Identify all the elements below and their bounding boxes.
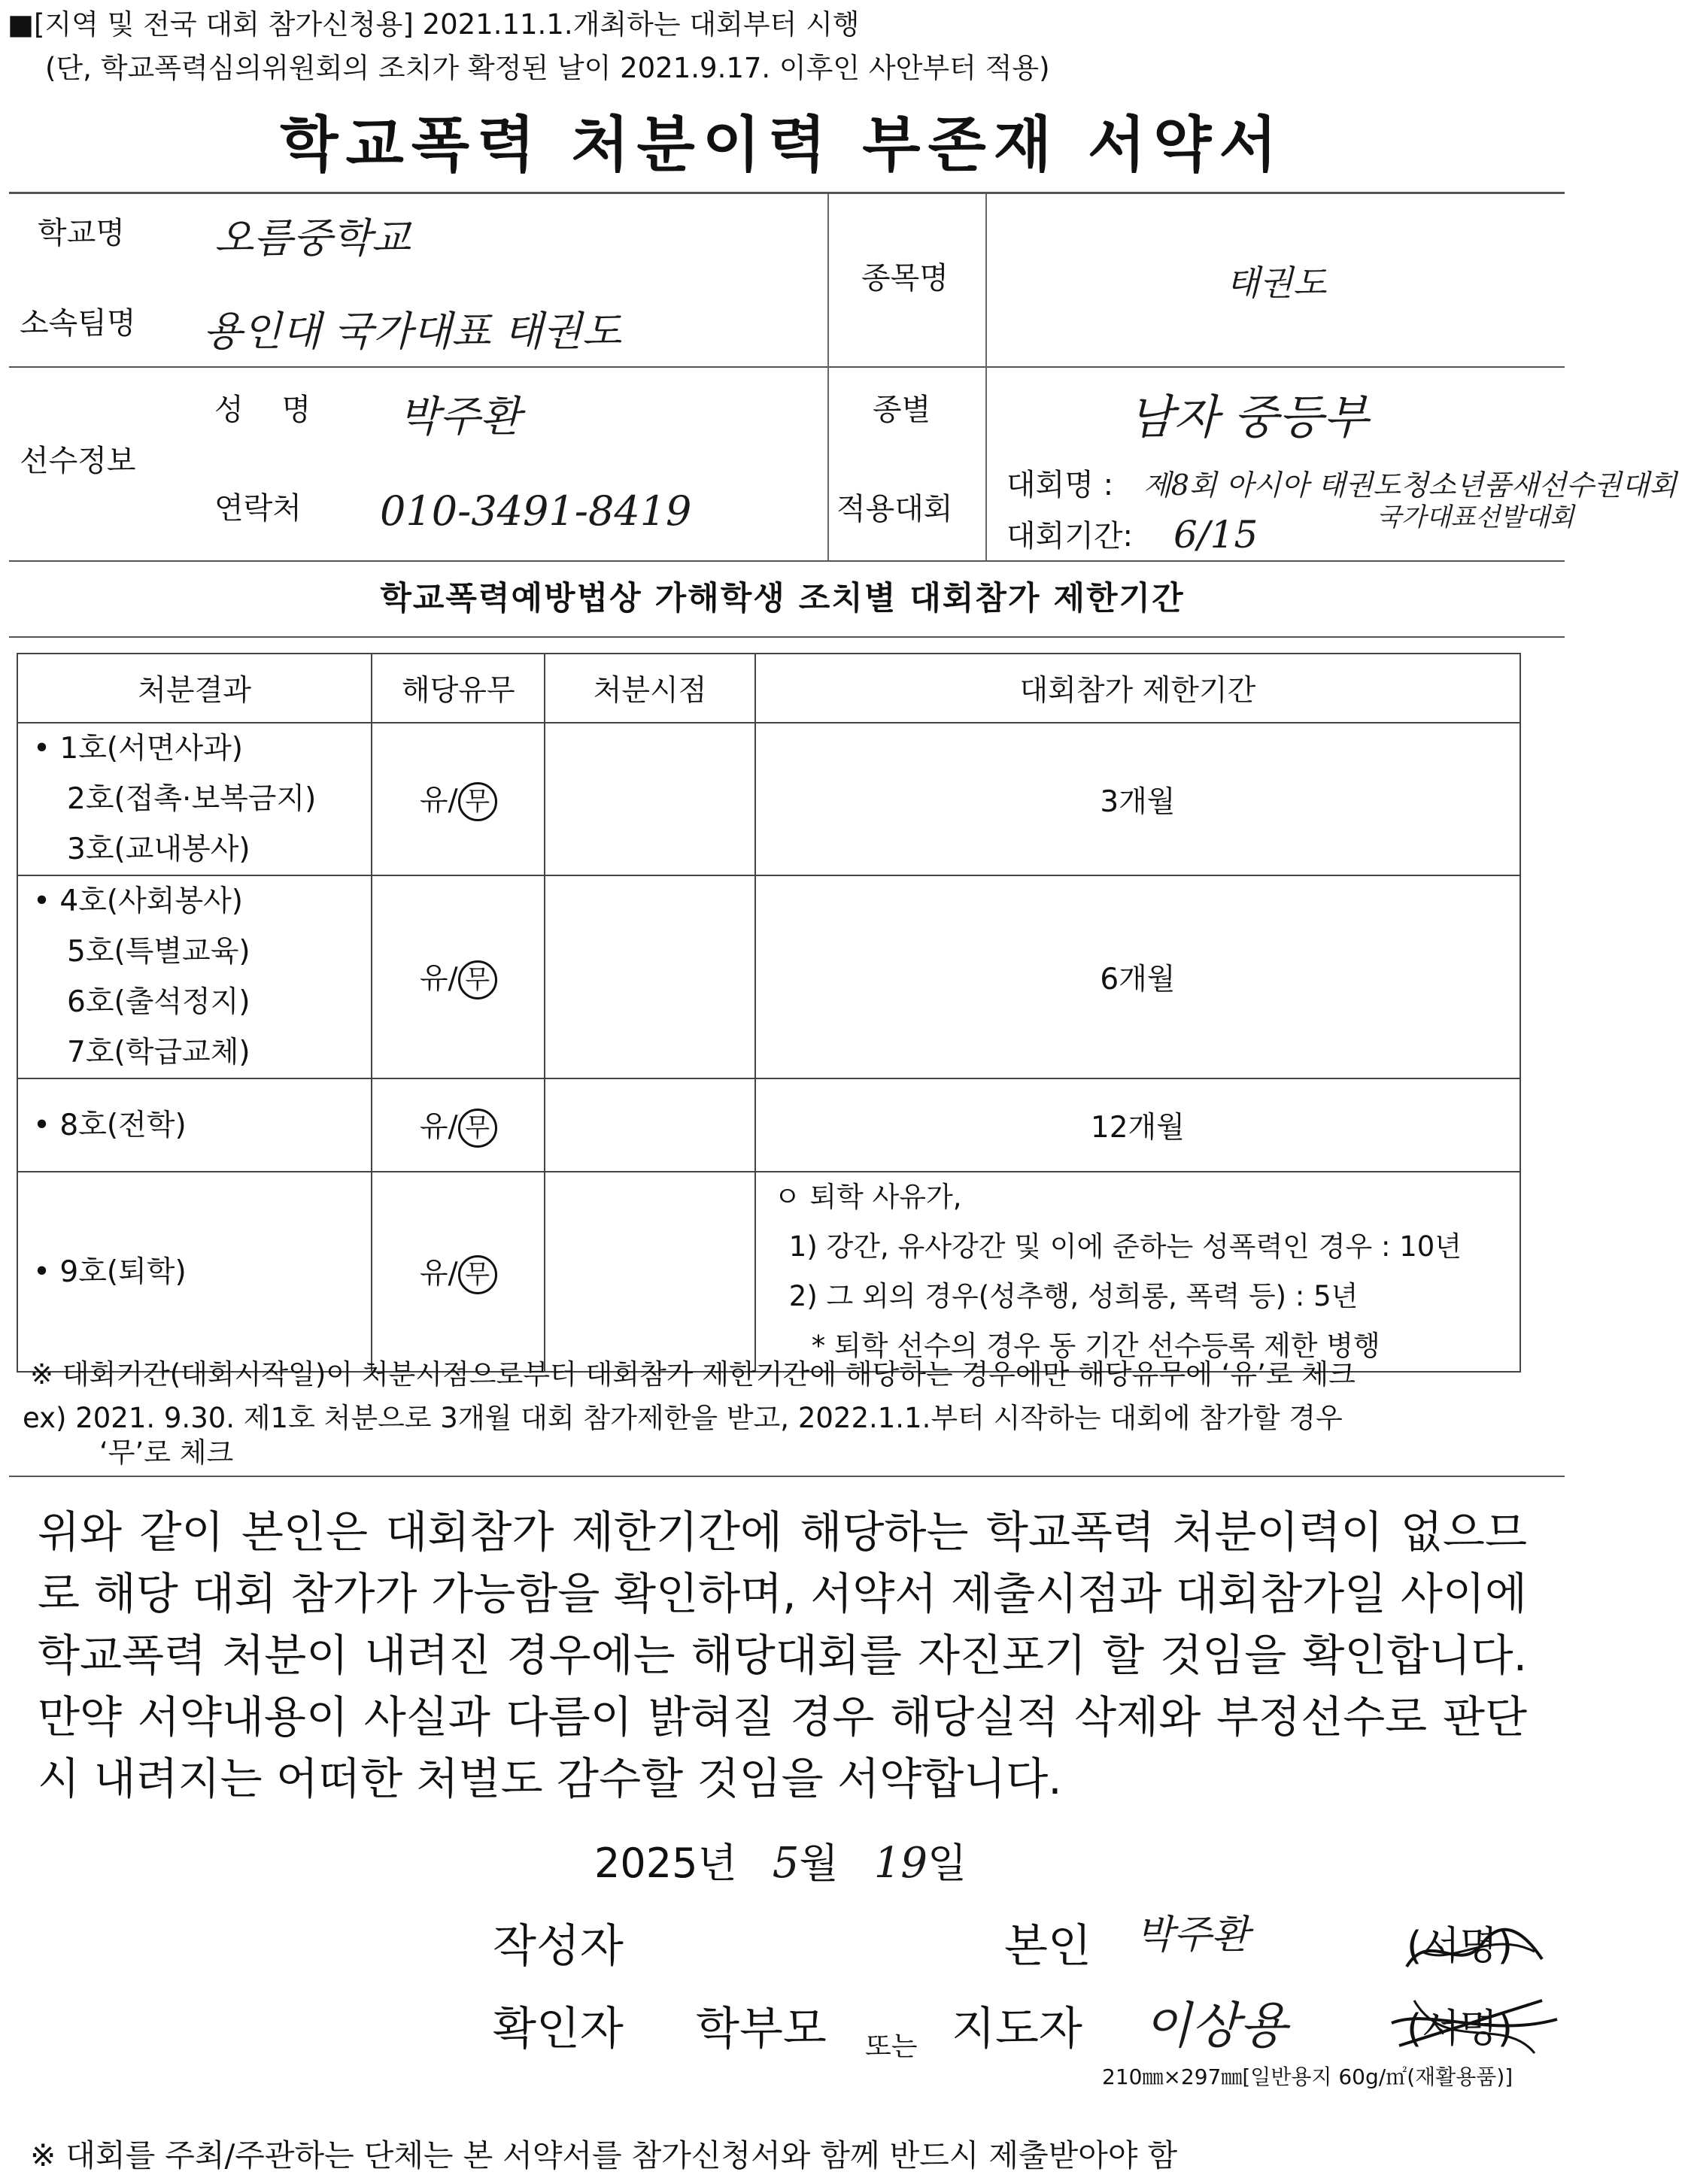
date-month-label: 월 — [799, 1840, 839, 1887]
period-cell: 3개월 — [755, 723, 1520, 875]
result-cell — [17, 875, 372, 1078]
period-line: * 퇴학 선수의 경우 동 기간 선수등록 제한 병행 — [811, 1330, 1380, 1362]
note-1: ※ 대회기간(대회시작일)이 처분시점으로부터 대회참가 제한기간에 해당하는 경우에만 해당유무에 ‘유’로 체크 — [30, 1358, 1356, 1391]
date-cell — [545, 875, 754, 1078]
event-name-value-2: 국가대표선발대회 — [1377, 502, 1574, 532]
date-year: 2025 — [594, 1840, 698, 1887]
date-month: 5 — [772, 1839, 800, 1888]
seal-2: (서명) — [1407, 2007, 1513, 2052]
header-date: 처분시점 — [545, 654, 754, 723]
event-label: 적용대회 — [836, 492, 953, 526]
contact-label: 연락처 — [214, 491, 302, 526]
date-day: 19 — [873, 1839, 928, 1888]
sport-value: 태권도 — [1226, 262, 1327, 303]
info-top-border — [9, 192, 1565, 194]
no-option-circled: 무 — [458, 1109, 497, 1148]
event-name-label: 대회명 : — [1006, 468, 1114, 502]
period-line: ㅇ 퇴학 사유가, — [773, 1181, 962, 1213]
athlete-label: 선수정보 — [20, 444, 136, 478]
date-year-label: 년 — [697, 1840, 737, 1887]
confirmer-label: 확인자 — [493, 2003, 624, 2055]
footer-note: ※ 대회를 주최/주관하는 단체는 본 서약서를 참가신청서와 함께 반드시 제출받아야 함 — [30, 2137, 1178, 2173]
table-header-row — [17, 654, 1520, 723]
period-cell: 12개월 — [755, 1078, 1520, 1172]
event-name-value: 제8회 아시아 태권도청소년품새선수권대회 — [1143, 469, 1677, 502]
table-row — [17, 875, 1520, 1078]
info-col-divider-1 — [827, 194, 829, 560]
date-line — [594, 1834, 967, 1894]
notes-divider — [9, 1476, 1565, 1477]
or-label: 또는 — [865, 2031, 918, 2062]
coach-label: 지도자 — [952, 2003, 1082, 2055]
applicable-cell — [372, 1078, 545, 1172]
self-label: 본인 — [1004, 1920, 1091, 1973]
parent-label: 학부모 — [696, 2003, 827, 2055]
restriction-title-underline — [9, 636, 1565, 638]
period-cell: 6개월 — [755, 875, 1520, 1078]
yes-option: 유/ — [419, 1109, 458, 1144]
list-item: • 1호(서면사과) — [33, 732, 244, 766]
header-period: 대회참가 제한기간 — [755, 654, 1520, 723]
info-bottom-border — [9, 560, 1565, 562]
list-item: • 9호(퇴학) — [33, 1254, 187, 1289]
period-cell — [755, 1172, 1520, 1372]
list-item: 6호(출석정지) — [67, 985, 250, 1019]
result-cell — [17, 723, 372, 875]
team-value: 용인대 국가대표 태권도 — [203, 308, 621, 355]
school-label: 학교명 — [38, 216, 125, 250]
event-period-label: 대회기간: — [1006, 519, 1134, 554]
table-row — [17, 1172, 1520, 1372]
date-cell — [545, 1172, 754, 1372]
header-applicable: 해당유무 — [372, 654, 545, 723]
table-row — [17, 723, 1520, 875]
yes-option: 유/ — [419, 961, 458, 996]
info-divider — [9, 366, 1565, 368]
coach-signature: 이상용 — [1143, 1997, 1288, 2055]
writer-label: 작성자 — [493, 1920, 624, 1973]
list-item: 3호(교내봉사) — [67, 833, 250, 866]
header-result: 처분결과 — [17, 654, 372, 723]
list-item: • 4호(사회봉사) — [33, 884, 244, 918]
document-title: 학교폭력 처분이력 부존재 서약서 — [280, 110, 1285, 180]
category-label: 종별 — [873, 393, 931, 427]
list-item: 5호(특별교육) — [67, 935, 250, 969]
info-col-divider-2 — [985, 194, 987, 560]
applicable-cell — [372, 875, 545, 1078]
no-option-circled: 무 — [458, 960, 497, 999]
result-cell — [17, 1172, 372, 1372]
no-option-circled: 무 — [458, 782, 497, 821]
result-cell — [17, 1078, 372, 1172]
sport-label: 종목명 — [861, 261, 949, 296]
team-label: 소속팀명 — [20, 306, 136, 341]
signature-scribble-icon — [1384, 1985, 1565, 2061]
list-item: 2호(접촉·보복금지) — [67, 782, 317, 816]
seal-1: (서명) — [1407, 1924, 1513, 1969]
yes-option: 유/ — [419, 784, 458, 817]
applicable-cell — [372, 723, 545, 875]
period-line: 2) 그 외의 경우(성추행, 성희롱, 폭력 등) : 5년 — [788, 1280, 1359, 1312]
period-line: 1) 강간, 유사강간 및 이에 준하는 성폭력인 경우 : 10년 — [788, 1230, 1462, 1263]
event-period-value: 6/15 — [1173, 513, 1258, 557]
date-day-label: 일 — [927, 1840, 967, 1887]
restriction-title: 학교폭력예방법상 가해학생 조치별 대회참가 제한기간 — [380, 580, 1185, 617]
name-label: 성 명 — [214, 393, 311, 427]
school-value: 오름중학교 — [214, 214, 411, 262]
paper-spec: 210㎜×297㎜[일반용지 60g/㎡(재활용품)] — [1102, 2064, 1513, 2089]
list-item: 7호(학급교체) — [67, 1036, 250, 1069]
list-item: • 8호(전학) — [33, 1108, 187, 1142]
category-value: 남자 중등부 — [1128, 390, 1369, 444]
date-cell — [545, 723, 754, 875]
signature-scribble-icon — [1399, 1922, 1550, 1982]
date-cell — [545, 1078, 754, 1172]
note-3: ‘무’로 체크 — [99, 1436, 234, 1469]
applicable-cell — [372, 1172, 545, 1372]
yes-option: 유/ — [419, 1256, 458, 1291]
pledge-text: 위와 같이 본인은 대회참가 제한기간에 해당하는 학교폭력 처분이력이 없으므로 해당 대회 참가가 가능함을 확인하며, 서약서 제출시점과 대회참가일 사이에 학교폭력 처분이 내려진 경우에는 해당대회를 자진포기 할 것임을 확인합니다. 만약 서약내용이 사실과 다름이 밝혀질 경우 해당실적 삭제와 부정선수로 판단 시 내려지는 어떠한 처벌도 감수할 것임을 서약합니다. — [38, 1506, 1527, 1804]
contact-value: 010-3491-8419 — [380, 487, 692, 535]
restriction-table — [17, 653, 1521, 1373]
note-2: ex) 2021. 9.30. 제1호 처분으로 3개월 대회 참가제한을 받고, 2022.1.1.부터 시작하는 대회에 참가할 경우 — [23, 1402, 1343, 1434]
name-value: 박주환 — [399, 393, 521, 441]
header-line-2: (단, 학교폭력심의위원회의 조치가 확정된 날이 2021.9.17. 이후인 사안부터 적용) — [45, 52, 1050, 84]
no-option-circled: 무 — [458, 1255, 497, 1294]
table-row — [17, 1078, 1520, 1172]
header-line-1: ■[지역 및 전국 대회 참가신청용] 2021.11.1.개최하는 대회부터 시행 — [8, 8, 860, 41]
self-signature: 박주환 — [1136, 1913, 1249, 1958]
